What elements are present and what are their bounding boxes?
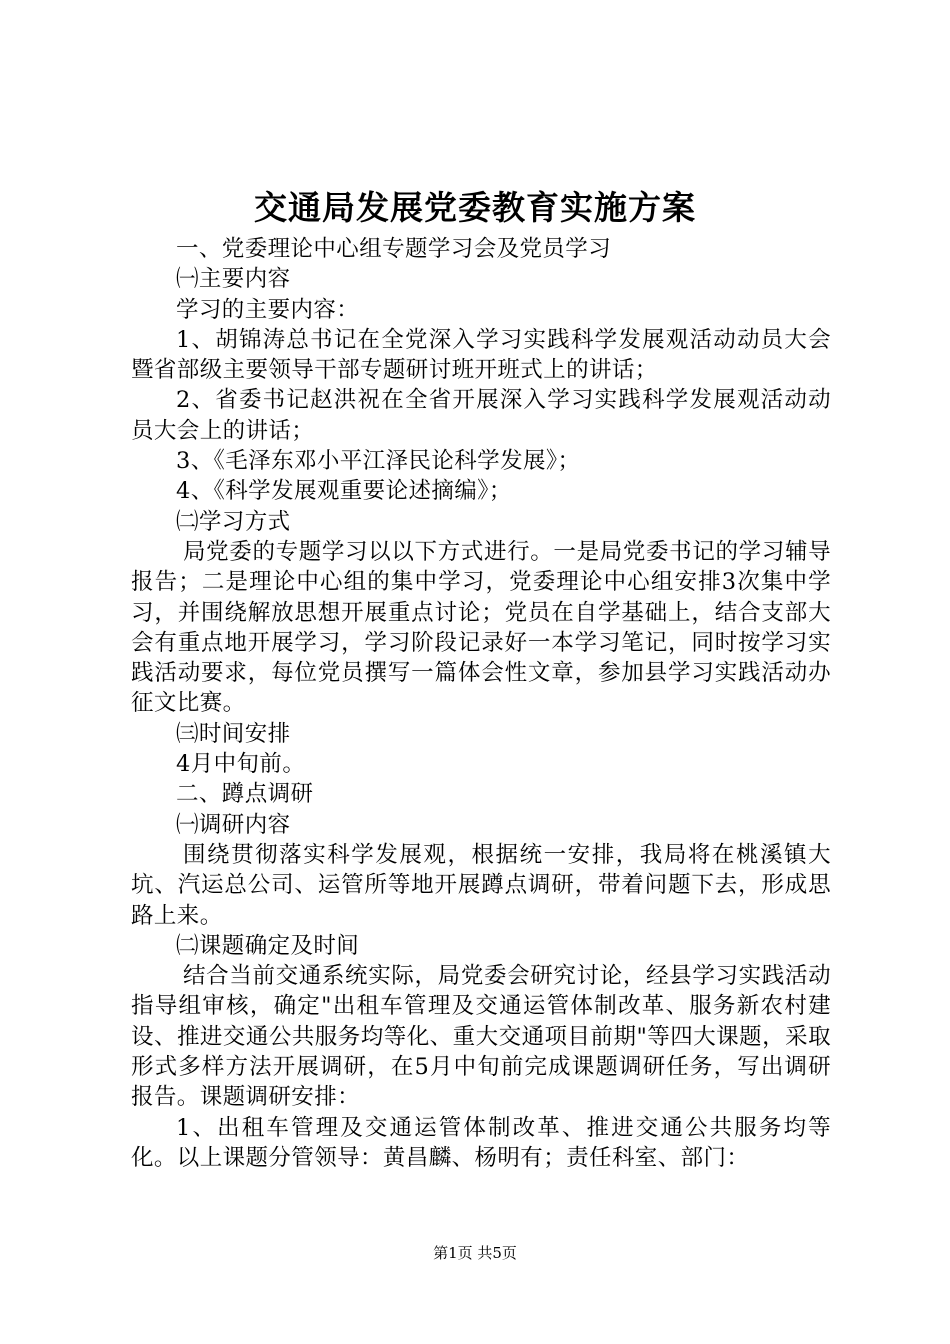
paragraph: 围绕贯彻落实科学发展观，根据统一安排，我局将在桃溪镇大坑、汽运总公司、运管所等地开展蹲点调研，带着问题下去，形成思路上来。 bbox=[131, 841, 831, 929]
section-heading-2: 二、蹲点调研 bbox=[176, 781, 314, 808]
page-number: 第1页 共5页 bbox=[433, 1244, 517, 1262]
paragraph: 结合当前交通系统实际，局党委会研究讨论，经县学习实践活动指导组审核，确定"出租车管理及交通运管体制改革、服务新农村建设、推进交通公共服务均等化、重大交通项目前期"等四大课题，采取形式多样方法开展调研，在5月中旬前完成课题调研任务，写出调研报告。课题调研安排： bbox=[131, 963, 831, 1111]
document-body bbox=[131, 234, 831, 1173]
paragraph: 4月中旬前。 bbox=[176, 751, 306, 778]
list-item: 3、《毛泽东邓小平江泽民论科学发展》； bbox=[176, 448, 581, 475]
list-item: 2、省委书记赵洪祝在全省开展深入学习实践科学发展观活动动员大会上的讲话； bbox=[131, 387, 831, 444]
document-title: 交通局发展党委教育实施方案 bbox=[254, 188, 696, 227]
list-item: 1、出租车管理及交通运管体制改革、推进交通公共服务均等化。以上课题分管领导：黄昌麟、杨明有；责任科室、部门： bbox=[131, 1114, 831, 1171]
subsection-heading: ㈠主要内容 bbox=[176, 266, 291, 293]
paragraph: 学习的主要内容： bbox=[176, 296, 360, 323]
section-heading-1: 一、党委理论中心组专题学习会及党员学习 bbox=[176, 236, 612, 262]
list-item: 1、胡锦涛总书记在全党深入学习实践科学发展观活动动员大会暨省部级主要领导干部专题研讨班开班式上的讲话； bbox=[131, 326, 831, 384]
subsection-heading: ㈡课题确定及时间 bbox=[176, 932, 360, 959]
subsection-heading: ㈠调研内容 bbox=[176, 811, 291, 838]
list-item: 4、《科学发展观重要论述摘编》； bbox=[176, 478, 512, 505]
subsection-heading: ㈢时间安排 bbox=[176, 720, 291, 747]
paragraph: 局党委的专题学习以以下方式进行。一是局党委书记的学习辅导报告；二是理论中心组的集中学习，党委理论中心组安排3次集中学习，并围绕解放思想开展重点讨论；党员在自学基础上，结合支部大会有重点地开展学习，学习阶段记录好一本学习笔记，同时按学习实践活动要求，每位党员撰写一篇体会性文章，参加县学习实践活动办征文比赛。 bbox=[131, 538, 831, 717]
subsection-heading: ㈡学习方式 bbox=[176, 508, 291, 535]
